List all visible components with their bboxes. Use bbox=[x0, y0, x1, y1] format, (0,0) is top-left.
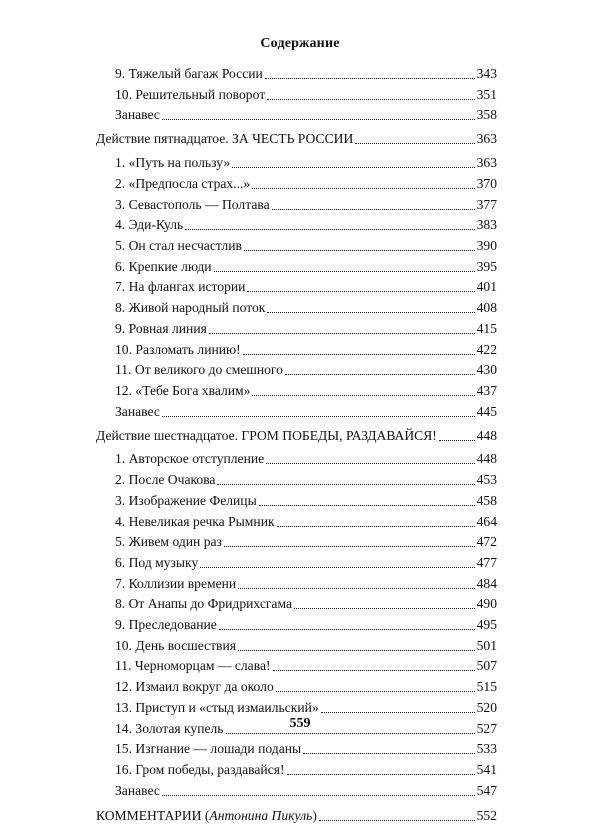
toc-entry[interactable] bbox=[115, 574, 497, 592]
dot-leader bbox=[277, 526, 475, 527]
toc-entry-page: 527 bbox=[476, 720, 497, 736]
toc-entry[interactable] bbox=[115, 381, 497, 399]
toc-entry[interactable] bbox=[115, 760, 497, 778]
toc-entry-page: 422 bbox=[476, 341, 497, 357]
toc-entry-title: 1. «Путь на пользу» bbox=[115, 155, 231, 171]
commentary-author: Антонина Пикуль bbox=[209, 808, 313, 824]
dot-leader bbox=[273, 670, 475, 671]
page-title: Содержание bbox=[260, 36, 340, 51]
dot-leader bbox=[287, 774, 475, 775]
dot-leader bbox=[439, 440, 475, 441]
toc-entry[interactable] bbox=[115, 174, 497, 192]
toc-entry-page: 358 bbox=[476, 107, 497, 123]
toc-entry-page: 363 bbox=[476, 155, 497, 171]
toc-entry[interactable] bbox=[115, 512, 497, 530]
toc-entry-page: 495 bbox=[476, 617, 497, 632]
dot-leader bbox=[219, 629, 475, 630]
dot-leader bbox=[162, 416, 475, 417]
toc-entry-page: 484 bbox=[476, 575, 497, 591]
toc-entry-page: 547 bbox=[476, 782, 497, 798]
toc-entry-title: Занавес bbox=[115, 403, 160, 419]
toc-entry-page: 415 bbox=[476, 320, 497, 336]
toc-entry-title: 4. Эди-Куль bbox=[115, 217, 184, 233]
toc-entry-title: 8. От Анапы до Фридрихсгама bbox=[115, 596, 293, 612]
toc-entry-title: 5. Живем один раз bbox=[115, 534, 222, 550]
dot-leader bbox=[267, 99, 474, 100]
toc-entry[interactable] bbox=[115, 298, 497, 316]
toc-entry-title: 2. После Очакова bbox=[115, 472, 216, 488]
dot-leader bbox=[252, 188, 474, 189]
toc-entry[interactable] bbox=[115, 532, 497, 550]
dot-leader bbox=[232, 167, 474, 168]
toc-entry-title: Занавес bbox=[115, 107, 160, 123]
toc-entry-title: 7. На флангах истории bbox=[115, 279, 246, 295]
dot-leader bbox=[214, 271, 475, 272]
toc-part-heading[interactable] bbox=[96, 426, 497, 444]
toc-commentary[interactable] bbox=[96, 806, 497, 824]
toc-entry[interactable] bbox=[115, 491, 497, 509]
toc-entry-title: 4. Невеликая речка Рымник bbox=[115, 513, 275, 529]
dot-leader bbox=[200, 567, 474, 568]
toc-entry-title: 7. Коллизии времени bbox=[115, 575, 237, 591]
toc-entry[interactable] bbox=[115, 470, 497, 488]
toc-entry[interactable] bbox=[115, 340, 497, 358]
dot-leader bbox=[162, 795, 475, 796]
toc-entry[interactable] bbox=[115, 553, 497, 571]
toc-entry[interactable] bbox=[115, 781, 497, 799]
dot-leader bbox=[185, 229, 474, 230]
toc-entry-page: 533 bbox=[476, 741, 497, 757]
toc-entry-title: 16. Гром победы, раздавайся! bbox=[115, 761, 285, 777]
toc-entry[interactable] bbox=[115, 85, 497, 103]
toc-entry[interactable] bbox=[115, 656, 497, 674]
toc-part-heading[interactable] bbox=[96, 129, 497, 147]
toc-entry-page: 541 bbox=[476, 761, 497, 777]
toc-entry-page: 477 bbox=[476, 554, 497, 570]
toc-entry-page: 390 bbox=[476, 238, 497, 253]
toc-entry-title: 8. Живой народный поток bbox=[115, 300, 266, 316]
toc-entry[interactable] bbox=[115, 449, 497, 467]
toc-entry-title: 10. Решительный поворот bbox=[115, 86, 266, 102]
toc-entry-title: 6. Крепкие люди bbox=[115, 258, 212, 274]
dot-leader bbox=[355, 143, 474, 144]
toc-entry[interactable] bbox=[115, 236, 497, 254]
toc-entry-page: 430 bbox=[476, 362, 497, 378]
toc-commentary-page: 552 bbox=[476, 808, 497, 824]
commentary-label: КОММЕНТАРИИ ( bbox=[96, 808, 210, 824]
toc-entry-page: 464 bbox=[476, 513, 497, 529]
toc-entry-title: 6. Под музыку bbox=[115, 554, 199, 570]
toc-entry-title: Занавес bbox=[115, 782, 160, 798]
dot-leader bbox=[266, 463, 474, 464]
toc-entry[interactable] bbox=[115, 636, 497, 654]
toc-entry-page: 408 bbox=[476, 300, 497, 316]
toc-entry-title: 13. Приступ и «стыд измаильский» bbox=[115, 699, 319, 715]
toc-entry-page: 472 bbox=[476, 534, 497, 550]
dot-leader bbox=[321, 712, 475, 713]
toc-entry-page: 458 bbox=[476, 492, 497, 508]
toc-entry-title: 9. Преследование bbox=[115, 617, 217, 632]
dot-leader bbox=[267, 312, 474, 313]
toc-entry-title: 12. «Тебе Бога хвалим» bbox=[115, 382, 251, 398]
toc-entry[interactable] bbox=[115, 319, 497, 337]
toc-entry-page: 437 bbox=[476, 382, 497, 398]
toc-entry[interactable] bbox=[115, 105, 497, 123]
dot-leader bbox=[224, 546, 475, 547]
toc-entry[interactable] bbox=[115, 615, 497, 633]
dot-leader bbox=[226, 733, 475, 734]
toc-entry[interactable] bbox=[115, 64, 497, 82]
toc-entry-title: 14. Золотая купель bbox=[115, 720, 224, 736]
dot-leader bbox=[217, 484, 474, 485]
toc-entry[interactable] bbox=[115, 257, 497, 275]
dot-leader bbox=[265, 78, 475, 79]
dot-leader bbox=[252, 395, 474, 396]
toc-entry-title: 2. «Предпосла страх...» bbox=[115, 175, 251, 191]
dot-leader bbox=[238, 650, 475, 651]
dot-leader bbox=[285, 374, 475, 375]
toc-entry-title: 9. Тяжелый багаж России bbox=[115, 66, 263, 81]
dot-leader bbox=[244, 250, 475, 251]
toc-entry-page: 490 bbox=[476, 596, 497, 612]
toc-entry-page: 351 bbox=[476, 86, 497, 102]
dot-leader bbox=[259, 505, 475, 506]
toc-entry[interactable] bbox=[115, 277, 497, 295]
toc-entry-title: Действие шестнадцатое. ГРОМ ПОБЕДЫ, РАЗДАВАЙСЯ! bbox=[96, 427, 437, 443]
toc-entry-page: 507 bbox=[476, 658, 497, 674]
dot-leader bbox=[319, 820, 475, 821]
toc-entry[interactable] bbox=[115, 698, 497, 716]
toc-entry-title: 5. Он стал несчастлив bbox=[115, 238, 242, 253]
toc-entry-page: 401 bbox=[476, 279, 497, 295]
toc-entry[interactable] bbox=[115, 153, 497, 171]
dot-leader bbox=[243, 354, 475, 355]
toc-entry[interactable] bbox=[115, 677, 497, 695]
toc-entry-page: 370 bbox=[476, 175, 497, 191]
dot-leader bbox=[209, 333, 475, 334]
toc-entry-page: 453 bbox=[476, 472, 497, 488]
toc-entry-title: 3. Изображение Фелицы bbox=[115, 492, 257, 508]
toc-entry-page: 343 bbox=[476, 66, 497, 81]
toc-entry-page: 395 bbox=[476, 258, 497, 274]
toc-entry-title: 9. Ровная линия bbox=[115, 320, 207, 336]
dot-leader bbox=[238, 588, 474, 589]
toc-entry-page: 448 bbox=[476, 427, 497, 443]
toc-entry-title: 10. День восшествия bbox=[115, 637, 236, 653]
dot-leader bbox=[276, 691, 475, 692]
toc-entry[interactable] bbox=[115, 402, 497, 420]
toc-entry[interactable] bbox=[115, 594, 497, 612]
toc-entry-title: 3. Севастополь — Полтава bbox=[115, 196, 270, 212]
dot-leader bbox=[303, 753, 474, 754]
toc-entry-title: 1. Авторское отступление bbox=[115, 451, 265, 467]
toc-entry-title: 10. Разломать линию! bbox=[115, 341, 241, 357]
toc-commentary-title bbox=[96, 808, 318, 824]
toc-entry[interactable] bbox=[115, 360, 497, 378]
toc-entry[interactable] bbox=[115, 195, 497, 213]
toc-entry-page: 363 bbox=[476, 131, 497, 147]
commentary-suffix: ) bbox=[312, 808, 317, 824]
toc-entry-page: 445 bbox=[476, 403, 497, 419]
toc-entry-page: 377 bbox=[476, 196, 497, 212]
toc-entry-title: 11. От великого до смешного bbox=[115, 362, 283, 378]
toc-entry-title: 15. Изгнание — лошади поданы bbox=[115, 741, 302, 757]
toc-entry-page: 520 bbox=[476, 699, 497, 715]
toc-entry[interactable] bbox=[115, 739, 497, 757]
toc-entry[interactable] bbox=[115, 215, 497, 233]
toc-entry-title: Действие пятнадцатое. ЗА ЧЕСТЬ РОССИИ bbox=[96, 131, 354, 147]
toc-entry-page: 383 bbox=[476, 217, 497, 233]
toc-entry-page: 448 bbox=[476, 451, 497, 467]
toc-entry-page: 515 bbox=[476, 679, 497, 695]
dot-leader bbox=[272, 209, 475, 210]
dot-leader bbox=[247, 291, 474, 292]
toc-entry-page: 501 bbox=[476, 637, 497, 653]
page-number: 559 bbox=[289, 716, 311, 731]
toc-entry-title: 12. Измаил вокруг да около bbox=[115, 679, 274, 695]
toc-entry-title: 11. Черноморцам — слава! bbox=[115, 658, 271, 674]
dot-leader bbox=[162, 119, 475, 120]
dot-leader bbox=[294, 608, 475, 609]
